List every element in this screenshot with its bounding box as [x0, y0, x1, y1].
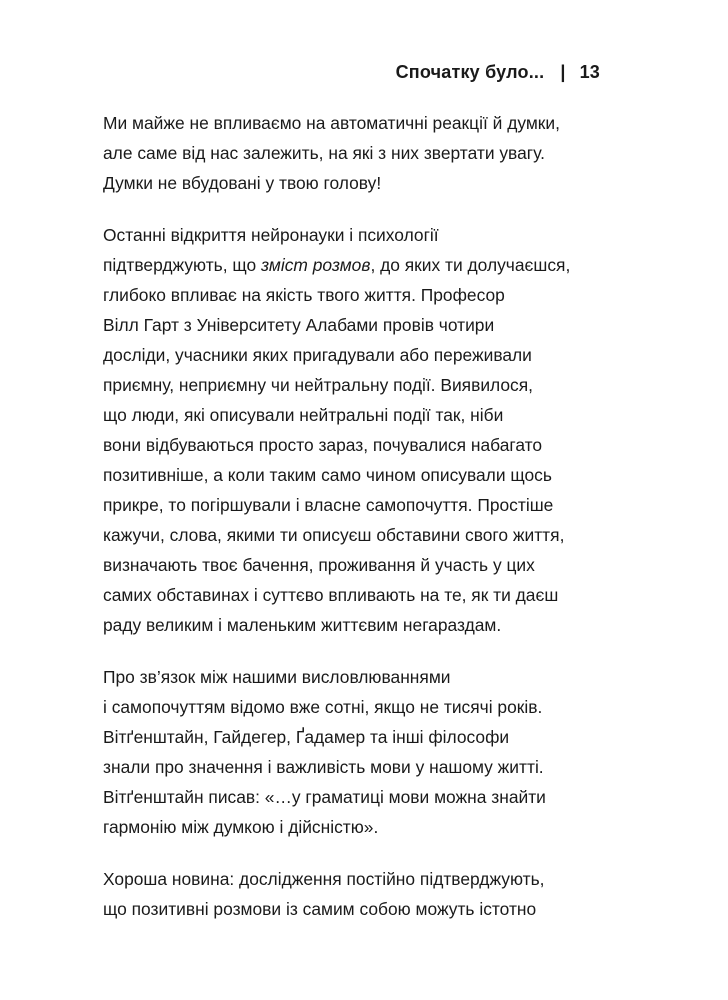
paragraph-4 [103, 864, 603, 924]
text-line: Вітґенштайн, Гайдегер, Ґадамер та інші філософи [103, 727, 510, 747]
header-separator: | [560, 62, 566, 82]
text-line: гармонію між думкою і дійсністю». [103, 817, 379, 837]
text-line: позитивніше, а коли таким само чином описували щось [103, 465, 552, 485]
page-number: 13 [579, 62, 600, 82]
text-line: Думки не вбудовані у твою голову! [103, 173, 382, 193]
text-run: , до яких ти долучаєшся, [370, 255, 571, 275]
text-line: Вілл Гарт з Університету Алабами провів чотири [103, 315, 495, 335]
text-line: раду великим і маленьким життєвим негараздам. [103, 615, 502, 635]
text-line: Вітґенштайн писав: «…у граматиці мови можна знайти [103, 787, 546, 807]
emphasized-phrase: зміст розмов [261, 255, 371, 275]
text-line: глибоко впливає на якість твого життя. Професор [103, 285, 505, 305]
body-text [103, 108, 603, 946]
text-line: самих обставинах і суттєво впливають на те, як ти даєш [103, 585, 559, 605]
paragraph-1 [103, 108, 603, 198]
paragraph-2 [103, 220, 603, 640]
running-header [396, 62, 600, 83]
text-line: що люди, які описували нейтральні події так, ніби [103, 405, 504, 425]
text-line: Ми майже не впливаємо на автоматичні реакції й думки, [103, 113, 560, 133]
text-line: визначають твоє бачення, проживання й участь у цих [103, 555, 535, 575]
text-line: і самопочуттям відомо вже сотні, якщо не тисячі років. [103, 697, 543, 717]
text-line: Останні відкриття нейронауки і психології [103, 225, 439, 245]
paragraph-3 [103, 662, 603, 842]
text-line: приємну, неприємну чи нейтральну події. Виявилося, [103, 375, 533, 395]
text-line: кажучи, слова, якими ти описуєш обставини свого життя, [103, 525, 565, 545]
chapter-title: Спочатку було... [395, 62, 545, 82]
text-line: знали про значення і важливість мови у нашому житті. [103, 757, 544, 777]
text-line: Хороша новина: дослідження постійно підтверджують, [103, 869, 545, 889]
text-run: підтверджують, що [103, 255, 262, 275]
text-line: але саме від нас залежить, на які з них звертати увагу. [103, 143, 545, 163]
text-line: досліди, учасники яких пригадували або переживали [103, 345, 532, 365]
text-line-with-emphasis [103, 250, 603, 280]
text-line: прикре, то погіршували і власне самопочуття. Простіше [103, 495, 554, 515]
text-line: вони відбуваються просто зараз, почувалися набагато [103, 435, 543, 455]
text-line: що позитивні розмови із самим собою можуть істотно [103, 899, 537, 919]
text-line: Про зв’язок між нашими висловлюваннями [103, 667, 451, 687]
